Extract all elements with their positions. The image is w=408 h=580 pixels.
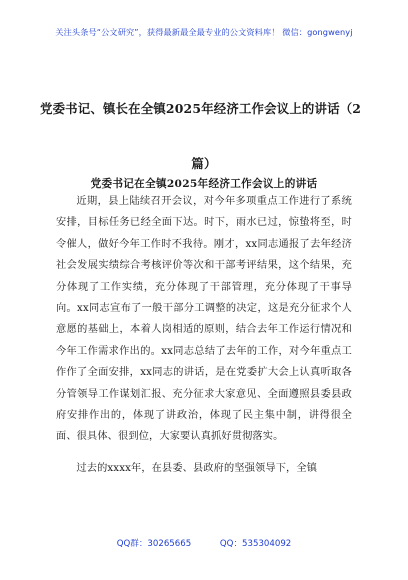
header-promo-banner: 关注头条号“公文研究”，获得最新最全最专业的公文资料库！ 微信：gongwenyj	[55, 27, 353, 37]
body-text	[56, 191, 352, 479]
footer-qq-group: QQ群：30265665	[116, 539, 192, 549]
title-line-2: 篇）	[191, 156, 217, 171]
body-paragraph: 过去的xxxx年，在县委、县政府的坚强领导下，全镇	[76, 462, 318, 474]
body-paragraph: 近期，县上陆续召开会议，对今年多项重点工作进行了系统安排，目标任务已经全面下达。时下，雨水已过，惊蛰将至，时令催人，做好今年工作时不我待。刚才，xx同志通报了去年经济社会发展实绩综合考核评价等次和干部考评结果，这个结果，充分体现了工作实绩，充分体现了干部管理，充分体现了干事导向。xx同志宣布了一般干部分工调整的决定，这是充分征求个人意愿的基础上，本着人岗相适的原则，结合去年工作运行情况和今年工作需求作出的。xx同志总结了去年的工作，对今年重点工作作了全面安排，xx同志的讲话，是在党委扩大会上认真听取各分管领导工作谋划汇报、充分征求大家意见、全面遵照县委县政府安排作出的，体现了讲政治，体现了民主集中制，讲得很全面、很具体、很到位，大家要认真抓好贯彻落实。	[56, 196, 352, 443]
title-line-1: 党委书记、镇长在全镇2025年经济工作会议上的讲话（2	[40, 101, 362, 116]
document-title	[40, 93, 368, 179]
footer-contact	[0, 537, 408, 549]
section-heading: 党委书记在全镇2025年经济工作会议上的讲话	[90, 178, 318, 190]
footer-qq-number: QQ：535304092	[219, 539, 292, 549]
